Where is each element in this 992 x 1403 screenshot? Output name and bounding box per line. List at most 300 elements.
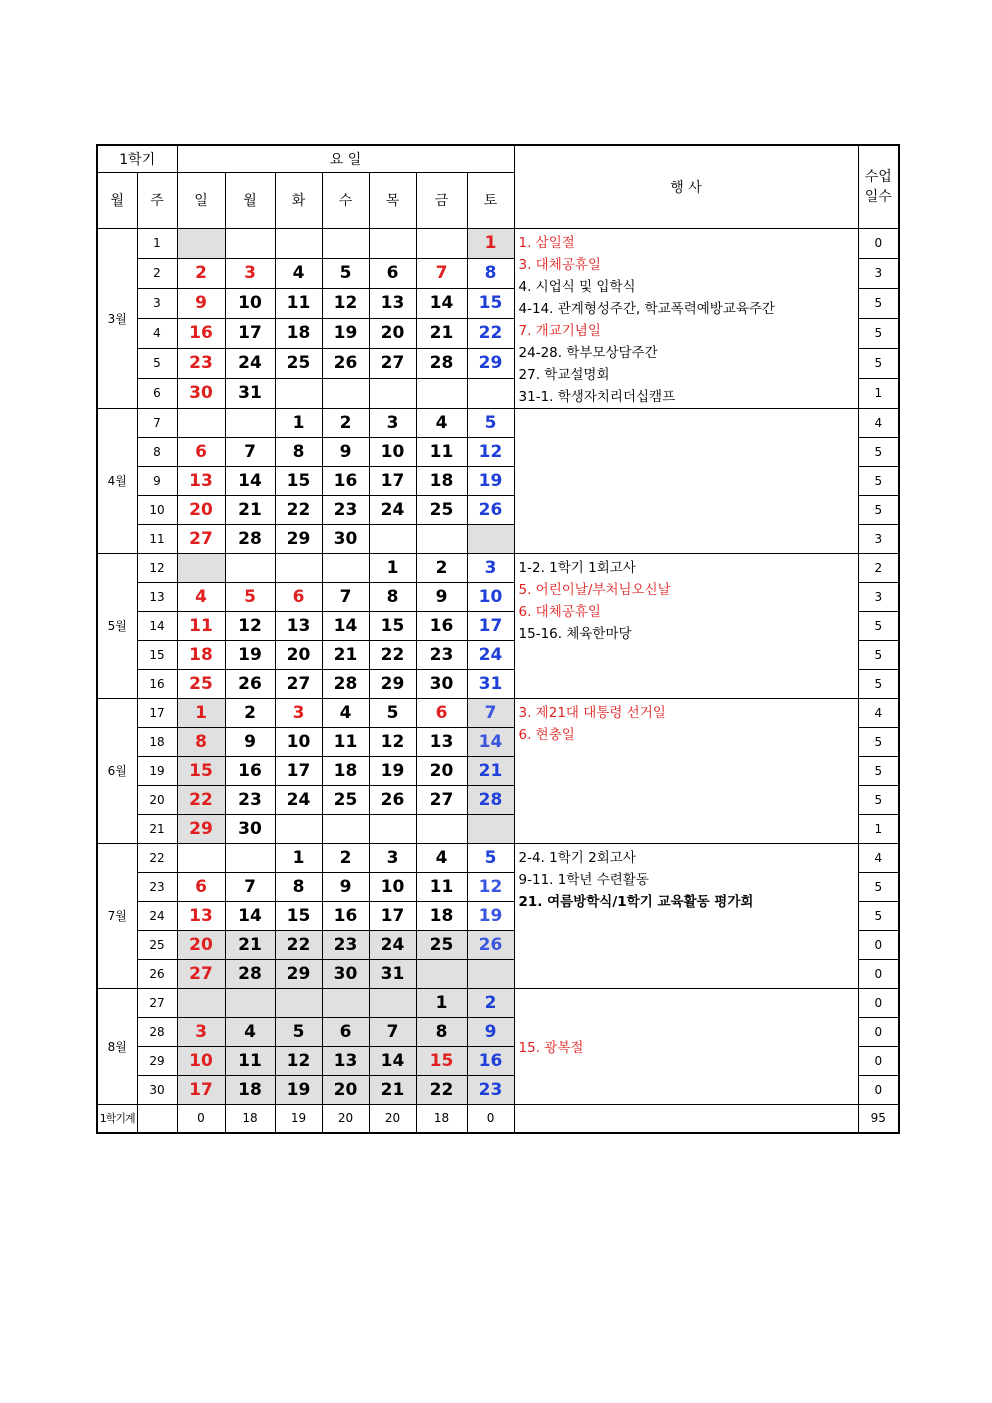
day-cell-sun: 10	[177, 1046, 225, 1075]
day-cell-thu: 20	[369, 318, 416, 348]
day-cell-sun: 30	[177, 378, 225, 408]
day-cell-thu: 13	[369, 288, 416, 318]
week-number: 18	[137, 727, 177, 756]
events-cell	[514, 228, 858, 408]
day-cell-sat: 3	[467, 553, 514, 582]
day-cell-sun: 23	[177, 348, 225, 378]
month-label: 7월	[97, 843, 137, 988]
day-cell-wed: 6	[322, 1017, 369, 1046]
day-cell-sun: 13	[177, 901, 225, 930]
day-cell-mon: 21	[225, 495, 275, 524]
day-cell-fri: 27	[416, 785, 467, 814]
day-cell-tue: 8	[275, 437, 322, 466]
day-cell-fri: 11	[416, 437, 467, 466]
day-cell-sun	[177, 553, 225, 582]
class-day-count: 1	[858, 378, 899, 408]
day-cell-wed: 30	[322, 959, 369, 988]
week-number: 14	[137, 611, 177, 640]
day-cell-sat: 12	[467, 437, 514, 466]
day-cell-sun: 1	[177, 698, 225, 727]
day-cell-fri: 16	[416, 611, 467, 640]
day-header-wed: 수	[322, 172, 369, 228]
day-cell-sat: 16	[467, 1046, 514, 1075]
events-cell	[514, 988, 858, 1104]
day-cell-thu: 24	[369, 930, 416, 959]
day-cell-sun	[177, 228, 225, 258]
week-number: 3	[137, 288, 177, 318]
totals-events	[514, 1104, 858, 1133]
day-cell-wed: 21	[322, 640, 369, 669]
class-day-count: 5	[858, 348, 899, 378]
day-cell-sat: 21	[467, 756, 514, 785]
day-cell-sat: 26	[467, 930, 514, 959]
week-number: 27	[137, 988, 177, 1017]
day-cell-mon	[225, 553, 275, 582]
day-cell-fri: 15	[416, 1046, 467, 1075]
week-number: 1	[137, 228, 177, 258]
week-row	[97, 553, 899, 582]
events-cell	[514, 698, 858, 843]
day-cell-tue	[275, 814, 322, 843]
week-number: 2	[137, 258, 177, 288]
totals-count: 95	[858, 1104, 899, 1133]
class-day-count: 5	[858, 437, 899, 466]
day-cell-tue: 18	[275, 318, 322, 348]
class-day-count: 3	[858, 582, 899, 611]
day-cell-sat: 9	[467, 1017, 514, 1046]
academic-calendar-table	[96, 144, 900, 1134]
week-number: 28	[137, 1017, 177, 1046]
week-number: 25	[137, 930, 177, 959]
day-cell-tue	[275, 553, 322, 582]
day-cell-thu: 1	[369, 553, 416, 582]
day-cell-mon: 28	[225, 524, 275, 553]
day-cell-thu: 7	[369, 1017, 416, 1046]
day-cell-fri: 4	[416, 843, 467, 872]
day-cell-thu: 19	[369, 756, 416, 785]
day-cell-thu: 29	[369, 669, 416, 698]
day-cell-sun: 8	[177, 727, 225, 756]
day-cell-wed	[322, 553, 369, 582]
day-cell-sat	[467, 524, 514, 553]
class-day-count: 0	[858, 1017, 899, 1046]
event-item: 1. 삼일절	[518, 234, 575, 251]
class-day-count: 5	[858, 901, 899, 930]
week-number: 7	[137, 408, 177, 437]
class-day-count: 3	[858, 258, 899, 288]
day-cell-wed: 25	[322, 785, 369, 814]
day-cell-sat: 2	[467, 988, 514, 1017]
day-cell-fri: 14	[416, 288, 467, 318]
day-cell-mon	[225, 408, 275, 437]
day-cell-wed: 9	[322, 437, 369, 466]
day-cell-wed: 5	[322, 258, 369, 288]
day-cell-fri: 8	[416, 1017, 467, 1046]
week-number: 13	[137, 582, 177, 611]
day-cell-sun	[177, 843, 225, 872]
day-cell-mon: 28	[225, 959, 275, 988]
event-item: 6. 대체공휴일	[518, 603, 601, 620]
totals-week	[137, 1104, 177, 1133]
day-cell-wed: 26	[322, 348, 369, 378]
week-number: 5	[137, 348, 177, 378]
day-cell-mon: 16	[225, 756, 275, 785]
class-day-count: 1	[858, 814, 899, 843]
class-days-header	[858, 145, 899, 228]
day-cell-mon: 21	[225, 930, 275, 959]
calendar-body	[97, 228, 899, 1104]
day-cell-wed	[322, 988, 369, 1017]
day-cell-thu: 26	[369, 785, 416, 814]
day-cell-mon: 26	[225, 669, 275, 698]
day-cell-sun: 18	[177, 640, 225, 669]
class-day-count: 5	[858, 466, 899, 495]
day-cell-sun: 29	[177, 814, 225, 843]
day-cell-thu: 17	[369, 466, 416, 495]
day-cell-thu: 24	[369, 495, 416, 524]
day-cell-sat	[467, 378, 514, 408]
class-day-count: 5	[858, 727, 899, 756]
day-cell-wed: 19	[322, 318, 369, 348]
week-number: 20	[137, 785, 177, 814]
day-cell-thu	[369, 814, 416, 843]
day-cell-mon: 11	[225, 1046, 275, 1075]
class-day-count: 5	[858, 756, 899, 785]
day-cell-tue: 17	[275, 756, 322, 785]
week-number: 23	[137, 872, 177, 901]
day-cell-sat: 5	[467, 843, 514, 872]
day-cell-mon: 9	[225, 727, 275, 756]
day-cell-sun: 25	[177, 669, 225, 698]
week-number: 19	[137, 756, 177, 785]
day-cell-sun: 27	[177, 959, 225, 988]
week-number: 29	[137, 1046, 177, 1075]
day-cell-fri	[416, 228, 467, 258]
day-cell-tue: 29	[275, 959, 322, 988]
day-cell-tue	[275, 988, 322, 1017]
class-day-count: 0	[858, 988, 899, 1017]
event-item: 9-11. 1학년 수련활동	[518, 871, 649, 888]
day-cell-sat: 23	[467, 1075, 514, 1104]
week-number: 26	[137, 959, 177, 988]
day-cell-thu: 3	[369, 843, 416, 872]
class-day-count: 5	[858, 872, 899, 901]
day-cell-mon: 5	[225, 582, 275, 611]
events-cell	[514, 843, 858, 988]
class-day-count: 5	[858, 495, 899, 524]
day-cell-fri: 7	[416, 258, 467, 288]
class-day-count: 5	[858, 611, 899, 640]
month-label: 6월	[97, 698, 137, 843]
day-cell-fri	[416, 814, 467, 843]
events-header: 행 사	[514, 145, 858, 228]
events-cell	[514, 408, 858, 553]
week-number: 17	[137, 698, 177, 727]
class-day-count: 0	[858, 1075, 899, 1104]
day-cell-fri	[416, 959, 467, 988]
day-cell-tue: 12	[275, 1046, 322, 1075]
totals-sat: 0	[467, 1104, 514, 1133]
day-cell-sat: 26	[467, 495, 514, 524]
day-cell-sat: 28	[467, 785, 514, 814]
class-day-count: 0	[858, 959, 899, 988]
class-day-count: 5	[858, 785, 899, 814]
day-cell-fri: 28	[416, 348, 467, 378]
day-cell-thu	[369, 228, 416, 258]
day-cell-sun: 9	[177, 288, 225, 318]
week-number: 9	[137, 466, 177, 495]
totals-fri: 18	[416, 1104, 467, 1133]
day-cell-fri	[416, 524, 467, 553]
day-cell-tue: 11	[275, 288, 322, 318]
day-cell-thu: 12	[369, 727, 416, 756]
totals-wed: 20	[322, 1104, 369, 1133]
class-day-count: 5	[858, 318, 899, 348]
day-cell-tue: 1	[275, 408, 322, 437]
day-cell-wed: 2	[322, 843, 369, 872]
day-cell-mon: 31	[225, 378, 275, 408]
day-cell-thu	[369, 988, 416, 1017]
day-cell-sun: 22	[177, 785, 225, 814]
week-number: 24	[137, 901, 177, 930]
day-cell-mon: 2	[225, 698, 275, 727]
day-cell-sun: 3	[177, 1017, 225, 1046]
day-cell-thu: 31	[369, 959, 416, 988]
day-cell-tue: 22	[275, 930, 322, 959]
day-cell-tue: 22	[275, 495, 322, 524]
day-cell-thu	[369, 378, 416, 408]
day-cell-tue: 27	[275, 669, 322, 698]
day-cell-mon: 18	[225, 1075, 275, 1104]
day-cell-mon: 4	[225, 1017, 275, 1046]
day-cell-sun: 2	[177, 258, 225, 288]
event-item: 3. 대체공휴일	[518, 256, 601, 273]
day-cell-fri: 13	[416, 727, 467, 756]
class-day-count: 3	[858, 524, 899, 553]
day-cell-sun: 4	[177, 582, 225, 611]
day-header-sat: 토	[467, 172, 514, 228]
event-item: 15. 광복절	[518, 1039, 584, 1056]
day-cell-fri: 11	[416, 872, 467, 901]
day-cell-tue: 13	[275, 611, 322, 640]
day-cell-tue: 1	[275, 843, 322, 872]
day-cell-thu: 21	[369, 1075, 416, 1104]
event-item: 21. 여름방학식/1학기 교육활동 평가회	[518, 893, 754, 910]
day-cell-tue: 8	[275, 872, 322, 901]
day-cell-sun: 20	[177, 495, 225, 524]
week-number: 30	[137, 1075, 177, 1104]
day-cell-sat: 14	[467, 727, 514, 756]
day-cell-fri: 21	[416, 318, 467, 348]
day-cell-tue	[275, 378, 322, 408]
event-item: 24-28. 학부모상담주간	[518, 344, 658, 361]
event-item: 5. 어린이날/부처님오신날	[518, 581, 671, 598]
day-cell-thu	[369, 524, 416, 553]
day-cell-sat: 10	[467, 582, 514, 611]
month-label: 5월	[97, 553, 137, 698]
day-cell-mon	[225, 228, 275, 258]
day-cell-fri: 20	[416, 756, 467, 785]
day-header-mon: 월	[225, 172, 275, 228]
day-cell-fri: 4	[416, 408, 467, 437]
week-header: 주	[137, 172, 177, 228]
day-cell-fri: 23	[416, 640, 467, 669]
day-cell-sat: 15	[467, 288, 514, 318]
day-cell-mon	[225, 988, 275, 1017]
day-cell-thu: 27	[369, 348, 416, 378]
day-cell-tue	[275, 228, 322, 258]
day-cell-wed	[322, 228, 369, 258]
day-cell-mon: 7	[225, 872, 275, 901]
day-cell-mon: 7	[225, 437, 275, 466]
day-cell-wed: 2	[322, 408, 369, 437]
day-cell-thu: 6	[369, 258, 416, 288]
day-cell-sat: 8	[467, 258, 514, 288]
day-cell-sun: 11	[177, 611, 225, 640]
day-cell-mon: 14	[225, 466, 275, 495]
class-day-count: 0	[858, 1046, 899, 1075]
semester-header: 1학기	[97, 145, 177, 172]
day-cell-fri	[416, 378, 467, 408]
day-cell-fri: 22	[416, 1075, 467, 1104]
day-cell-sun: 20	[177, 930, 225, 959]
class-day-count: 4	[858, 698, 899, 727]
day-cell-mon: 10	[225, 288, 275, 318]
month-label: 3월	[97, 228, 137, 408]
week-number: 10	[137, 495, 177, 524]
event-item: 2-4. 1학기 2회고사	[518, 849, 636, 866]
day-cell-sat	[467, 814, 514, 843]
week-number: 11	[137, 524, 177, 553]
events-cell	[514, 553, 858, 698]
day-cell-tue: 5	[275, 1017, 322, 1046]
week-row	[97, 843, 899, 872]
day-cell-tue: 29	[275, 524, 322, 553]
day-cell-fri: 6	[416, 698, 467, 727]
day-cell-sun: 15	[177, 756, 225, 785]
day-header-tue: 화	[275, 172, 322, 228]
day-cell-thu: 5	[369, 698, 416, 727]
month-label: 8월	[97, 988, 137, 1104]
day-cell-tue: 24	[275, 785, 322, 814]
event-item: 4. 시업식 및 입학식	[518, 278, 636, 295]
class-day-count: 4	[858, 843, 899, 872]
day-cell-wed: 30	[322, 524, 369, 553]
day-cell-sat: 29	[467, 348, 514, 378]
event-item: 1-2. 1학기 1회고사	[518, 559, 636, 576]
day-cell-fri: 25	[416, 495, 467, 524]
event-item: 4-14. 관계형성주간, 학교폭력예방교육주간	[518, 300, 775, 317]
day-cell-wed: 20	[322, 1075, 369, 1104]
day-cell-fri: 1	[416, 988, 467, 1017]
day-cell-thu: 17	[369, 901, 416, 930]
totals-sun: 0	[177, 1104, 225, 1133]
day-cell-tue: 20	[275, 640, 322, 669]
day-cell-sat: 22	[467, 318, 514, 348]
day-cell-fri: 18	[416, 901, 467, 930]
day-cell-sat: 24	[467, 640, 514, 669]
day-cell-thu: 10	[369, 437, 416, 466]
day-cell-tue: 19	[275, 1075, 322, 1104]
day-cell-fri: 18	[416, 466, 467, 495]
class-day-count: 0	[858, 228, 899, 258]
week-number: 6	[137, 378, 177, 408]
week-row	[97, 698, 899, 727]
week-number: 8	[137, 437, 177, 466]
day-cell-sun	[177, 988, 225, 1017]
day-cell-sat: 12	[467, 872, 514, 901]
day-cell-fri: 25	[416, 930, 467, 959]
day-cell-thu: 3	[369, 408, 416, 437]
day-cell-sat: 31	[467, 669, 514, 698]
day-cell-sun: 13	[177, 466, 225, 495]
day-cell-tue: 25	[275, 348, 322, 378]
week-number: 16	[137, 669, 177, 698]
day-cell-tue: 6	[275, 582, 322, 611]
day-cell-mon: 17	[225, 318, 275, 348]
day-cell-mon: 14	[225, 901, 275, 930]
class-day-count: 5	[858, 640, 899, 669]
day-cell-wed: 9	[322, 872, 369, 901]
weekday-group-header: 요 일	[177, 145, 514, 172]
day-cell-fri: 30	[416, 669, 467, 698]
day-cell-tue: 3	[275, 698, 322, 727]
day-cell-sun: 17	[177, 1075, 225, 1104]
class-day-count: 4	[858, 408, 899, 437]
event-item: 3. 제21대 대통령 선거일	[518, 704, 666, 721]
day-cell-wed: 11	[322, 727, 369, 756]
day-cell-thu: 10	[369, 872, 416, 901]
day-cell-mon: 12	[225, 611, 275, 640]
event-item: 27. 학교설명회	[518, 366, 610, 383]
day-cell-mon: 19	[225, 640, 275, 669]
day-cell-tue: 15	[275, 466, 322, 495]
day-cell-wed	[322, 814, 369, 843]
day-cell-wed: 18	[322, 756, 369, 785]
day-cell-sat: 1	[467, 228, 514, 258]
day-header-sun: 일	[177, 172, 225, 228]
day-cell-thu: 8	[369, 582, 416, 611]
week-number: 15	[137, 640, 177, 669]
day-cell-sat: 19	[467, 901, 514, 930]
week-row	[97, 228, 899, 258]
week-number: 22	[137, 843, 177, 872]
day-cell-thu: 14	[369, 1046, 416, 1075]
week-number: 12	[137, 553, 177, 582]
day-cell-thu: 15	[369, 611, 416, 640]
day-cell-fri: 9	[416, 582, 467, 611]
day-cell-sat: 7	[467, 698, 514, 727]
day-cell-sun: 16	[177, 318, 225, 348]
month-label: 4월	[97, 408, 137, 553]
day-cell-sat: 5	[467, 408, 514, 437]
day-header-thu: 목	[369, 172, 416, 228]
day-cell-sun: 6	[177, 437, 225, 466]
day-cell-wed: 12	[322, 288, 369, 318]
day-cell-wed: 16	[322, 901, 369, 930]
week-row	[97, 408, 899, 437]
day-cell-wed: 13	[322, 1046, 369, 1075]
day-cell-wed: 23	[322, 495, 369, 524]
day-cell-sun: 6	[177, 872, 225, 901]
day-cell-mon: 3	[225, 258, 275, 288]
day-cell-thu: 22	[369, 640, 416, 669]
day-cell-tue: 15	[275, 901, 322, 930]
event-item: 15-16. 체육한마당	[518, 625, 632, 642]
totals-row	[97, 1104, 899, 1133]
day-cell-wed	[322, 378, 369, 408]
event-item: 31-1. 학생자치리더십캠프	[518, 388, 676, 405]
